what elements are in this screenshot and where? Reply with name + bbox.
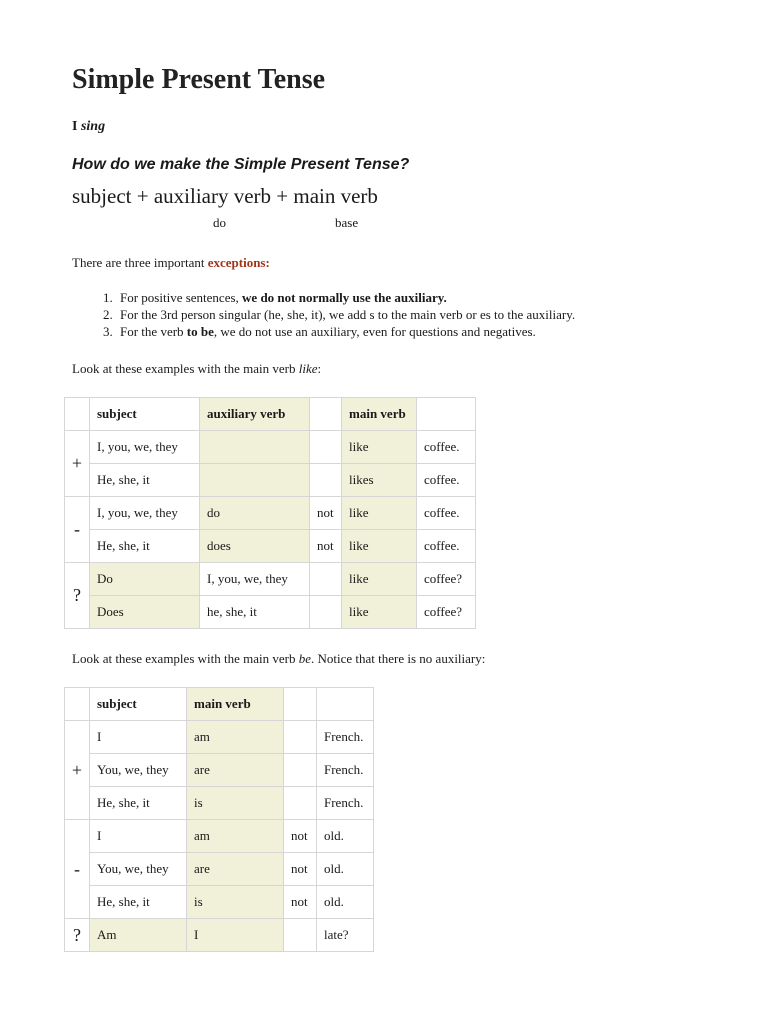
cell-not xyxy=(310,464,342,497)
header-complement xyxy=(317,688,374,721)
cell-not xyxy=(284,721,317,754)
exceptions-intro-text: There are three important xyxy=(72,255,205,270)
table-row xyxy=(65,530,476,563)
cell-main-verb: am xyxy=(187,820,284,853)
cell-main-verb: am xyxy=(187,721,284,754)
sign-negative: - xyxy=(65,497,90,563)
example-verb: sing xyxy=(80,119,106,134)
cell-auxiliary: do xyxy=(200,497,310,530)
be-intro xyxy=(72,651,485,667)
cell-main-verb: like xyxy=(342,497,417,530)
table-row xyxy=(65,754,374,787)
cell-not xyxy=(284,787,317,820)
cell-subject: he, she, it xyxy=(200,596,310,629)
formula-aux-note: do xyxy=(213,215,226,230)
table-corner-cell xyxy=(65,688,90,721)
cell-subject: I, you, we, they xyxy=(200,563,310,596)
cell-subject: He, she, it xyxy=(90,464,200,497)
sign-positive: + xyxy=(65,721,90,820)
be-table xyxy=(64,687,374,952)
header-subject: subject xyxy=(90,688,187,721)
table-row xyxy=(65,563,476,596)
be-intro-end: . Notice that there is no auxiliary: xyxy=(311,651,486,666)
cell-object: coffee. xyxy=(417,431,476,464)
formula-main-note: base xyxy=(335,215,359,230)
table-header-row xyxy=(65,688,374,721)
cell-not: not xyxy=(310,530,342,563)
cell-auxiliary-lead: Do xyxy=(90,563,200,596)
cell-complement: French. xyxy=(317,787,374,820)
cell-auxiliary xyxy=(200,431,310,464)
cell-main-verb: likes xyxy=(342,464,417,497)
list-item-text: For the verb xyxy=(120,324,187,339)
exceptions-list xyxy=(72,289,756,340)
cell-complement: French. xyxy=(317,754,374,787)
cell-subject: I, you, we, they xyxy=(90,497,200,530)
cell-subject: I xyxy=(90,721,187,754)
like-table xyxy=(64,397,476,629)
cell-main-verb-lead: Am xyxy=(90,919,187,952)
list-item xyxy=(116,323,756,340)
cell-auxiliary xyxy=(200,464,310,497)
cell-not: not xyxy=(310,497,342,530)
sign-question: ? xyxy=(65,563,90,629)
header-blank xyxy=(310,398,342,431)
cell-subject: You, we, they xyxy=(90,754,187,787)
cell-not xyxy=(310,596,342,629)
like-intro xyxy=(72,361,321,377)
sign-negative: - xyxy=(65,820,90,919)
table-row xyxy=(65,853,374,886)
table-row xyxy=(65,464,476,497)
be-intro-text: Look at these examples with the main verb xyxy=(72,651,296,666)
page-title: Simple Present Tense xyxy=(72,64,326,95)
cell-subject: I, you, we, they xyxy=(90,431,200,464)
cell-main-verb: like xyxy=(342,563,417,596)
cell-object: coffee. xyxy=(417,464,476,497)
like-intro-end: : xyxy=(317,361,322,376)
header-object xyxy=(417,398,476,431)
cell-main-verb: like xyxy=(342,530,417,563)
be-intro-verb: be xyxy=(298,651,311,666)
cell-subject: He, she, it xyxy=(90,530,200,563)
cell-subject: He, she, it xyxy=(90,886,187,919)
table-row xyxy=(65,820,374,853)
header-blank xyxy=(284,688,317,721)
table-row xyxy=(65,721,374,754)
table-row xyxy=(65,497,476,530)
list-item-text: For positive sentences, xyxy=(120,290,243,305)
cell-subject: You, we, they xyxy=(90,853,187,886)
list-item-rest: , we do not use an auxiliary, even for questions and negatives. xyxy=(213,324,536,339)
cell-complement: old. xyxy=(317,886,374,919)
header-main-verb: main verb xyxy=(187,688,284,721)
table-row xyxy=(65,787,374,820)
cell-main-verb: are xyxy=(187,853,284,886)
cell-not: not xyxy=(284,820,317,853)
exceptions-intro xyxy=(72,255,270,271)
cell-complement: French. xyxy=(317,721,374,754)
list-item xyxy=(116,289,756,306)
table-row xyxy=(65,886,374,919)
table-row xyxy=(65,596,476,629)
cell-main-verb: like xyxy=(342,431,417,464)
cell-not xyxy=(284,919,317,952)
like-intro-verb: like xyxy=(298,361,318,376)
cell-subject: I xyxy=(90,820,187,853)
cell-complement: old. xyxy=(317,820,374,853)
example-subject: I xyxy=(72,119,78,134)
table-row xyxy=(65,919,374,952)
cell-not: not xyxy=(284,886,317,919)
sign-question: ? xyxy=(65,919,90,952)
section-question: How do we make the Simple Present Tense? xyxy=(72,156,410,173)
cell-subject: He, she, it xyxy=(90,787,187,820)
sign-positive: + xyxy=(65,431,90,497)
cell-object: coffee? xyxy=(417,596,476,629)
table-header-row xyxy=(65,398,476,431)
list-item-bold: to be xyxy=(186,324,214,339)
cell-complement: old. xyxy=(317,853,374,886)
like-intro-text: Look at these examples with the main verb xyxy=(72,361,296,376)
header-main-verb: main verb xyxy=(342,398,417,431)
table-corner-cell xyxy=(65,398,90,431)
cell-complement: late? xyxy=(317,919,374,952)
cell-subject: I xyxy=(187,919,284,952)
table-row xyxy=(65,431,476,464)
formula: subject + auxiliary verb + main verb xyxy=(72,184,378,208)
cell-main-verb: like xyxy=(342,596,417,629)
cell-auxiliary-lead: Does xyxy=(90,596,200,629)
header-subject: subject xyxy=(90,398,200,431)
cell-not xyxy=(310,431,342,464)
exceptions-word: exceptions: xyxy=(207,255,270,270)
cell-object: coffee. xyxy=(417,530,476,563)
cell-not xyxy=(284,754,317,787)
example-sentence xyxy=(72,119,105,135)
header-auxiliary: auxiliary verb xyxy=(200,398,310,431)
cell-object: coffee? xyxy=(417,563,476,596)
list-item xyxy=(116,306,756,323)
list-item-bold: we do not normally use the auxiliary. xyxy=(242,290,447,305)
cell-not xyxy=(310,563,342,596)
cell-auxiliary: does xyxy=(200,530,310,563)
cell-main-verb: are xyxy=(187,754,284,787)
list-item-text: For the 3rd person singular (he, she, it), we add s to the main verb or es to the auxiliary. xyxy=(120,307,576,322)
cell-object: coffee. xyxy=(417,497,476,530)
cell-main-verb: is xyxy=(187,787,284,820)
cell-not: not xyxy=(284,853,317,886)
cell-main-verb: is xyxy=(187,886,284,919)
